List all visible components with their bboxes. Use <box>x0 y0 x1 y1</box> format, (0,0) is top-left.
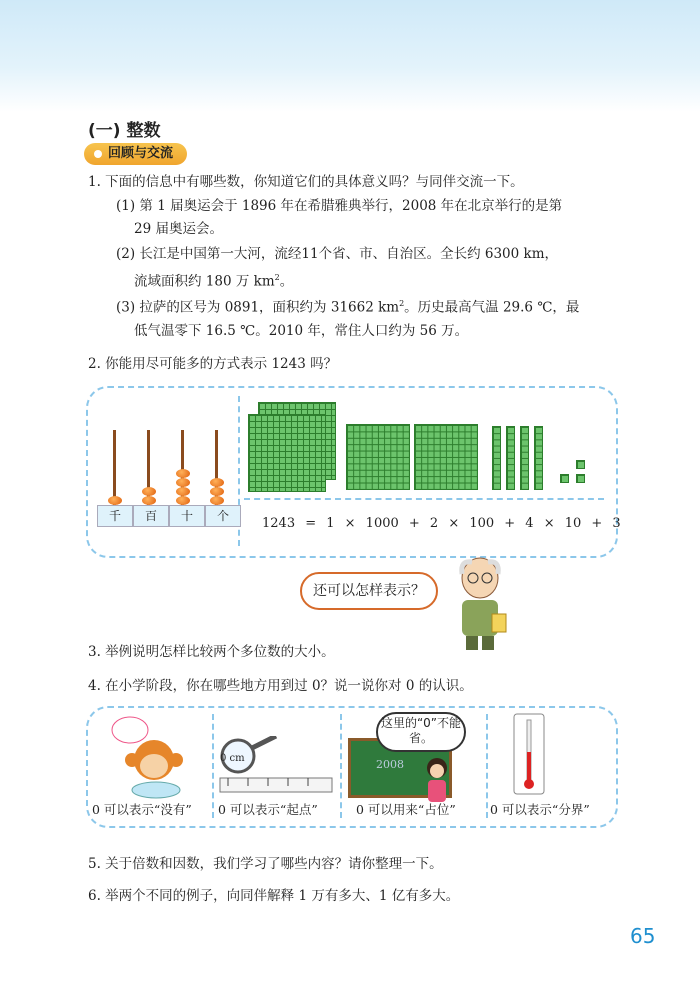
bead <box>108 496 122 505</box>
place-value-labels <box>97 505 241 527</box>
header-band <box>0 0 700 112</box>
label-tens: 十 <box>169 505 205 527</box>
q1-item-2-end: 。 <box>279 273 294 290</box>
unit-cube <box>576 460 585 469</box>
bullet-dot-icon <box>94 150 102 158</box>
question-4: 4. 在小学阶段，你在哪些地方用到过 0？说一说你对 0 的认识。 <box>88 678 473 694</box>
equation: 1243 = 1 × 1000 + 2 × 100 + 4 × 10 + 3 <box>262 516 621 531</box>
ruler-magnifier-illustration <box>214 736 336 798</box>
q1-item-3 <box>116 292 616 343</box>
cube-front <box>248 414 326 492</box>
q1-item-3-text: (3) 拉萨的区号为 0891，面积约为 31662 km <box>116 299 400 316</box>
label-thousands: 千 <box>97 505 133 527</box>
box-divider-horizontal <box>244 498 604 500</box>
label-ones: 个 <box>205 505 241 527</box>
section-badge <box>84 143 187 165</box>
monkey-illustration <box>104 710 204 800</box>
q1-item-2-line2 <box>116 266 616 294</box>
box-divider <box>340 714 342 818</box>
teacher-illustration <box>440 556 520 652</box>
ten-rod <box>492 426 501 490</box>
question-2: 2. 你能用尽可能多的方式表示 1243 吗？ <box>88 356 338 372</box>
q1-item-3-line2: 低气温零下 16.5 ℃。2010 年，常住人口约为 56 万。 <box>134 322 469 339</box>
caption-none: 0 可以表示“没有” <box>92 802 192 817</box>
hundred-flat <box>414 424 478 490</box>
unit-cube <box>560 474 569 483</box>
question-3: 3. 举例说明怎样比较两个多位数的大小。 <box>88 644 335 660</box>
ten-rod <box>520 426 529 490</box>
question-6: 6. 举两个不同的例子，向同伴解释 1 万有多大、1 亿有多大。 <box>88 888 460 904</box>
box-divider <box>486 714 488 818</box>
q1-item-2-line1: (2) 长江是中国第一大河，流经11个省、市、自治区。全长约 6300 km， <box>116 246 559 262</box>
section-title: (一) 整数 <box>88 121 161 141</box>
bead <box>210 478 224 487</box>
question-1: 1. 下面的信息中有哪些数，你知道它们的具体意义吗？与同伴交流一下。 <box>88 174 524 190</box>
bead <box>176 478 190 487</box>
bead <box>210 496 224 505</box>
ten-rod <box>534 426 543 490</box>
superscript: 2 <box>399 299 405 308</box>
scale-label: 0 cm <box>220 753 245 764</box>
bead <box>176 487 190 496</box>
bead <box>176 469 190 478</box>
unit-cube <box>576 474 585 483</box>
badge-label: 回顾与交流 <box>108 146 174 161</box>
speech-bubble-zero: 这里的“0”不能省。 <box>376 712 466 752</box>
thermometer-icon <box>512 712 546 796</box>
bead <box>142 496 156 505</box>
label-hundreds: 百 <box>133 505 169 527</box>
bead <box>142 487 156 496</box>
speech-bubble: 还可以怎样表示？ <box>300 572 438 610</box>
superscript: 2 <box>274 273 280 282</box>
question-5: 5. 关于倍数和因数，我们学习了哪些内容？请你整理一下。 <box>88 856 443 872</box>
caption-boundary: 0 可以表示“分界” <box>490 802 590 817</box>
girl-illustration <box>420 756 454 806</box>
q1-item-3-end: 。历史最高气温 29.6 ℃，最 <box>404 299 580 316</box>
board-year: 2008 <box>376 758 404 771</box>
page-number: 65 <box>630 924 656 948</box>
q1-item-3-line1 <box>116 292 616 320</box>
q1-item-1 <box>116 195 616 241</box>
bead <box>210 487 224 496</box>
hundred-flat <box>346 424 410 490</box>
q1-item-1-line1: (1) 第 1 届奥运会于 1896 年在希腊雅典举行，2008 年在北京举行的是第 <box>116 198 563 214</box>
rod-thousands <box>113 430 116 505</box>
ten-rod <box>506 426 515 490</box>
caption-placeholder: 0 可以用来“占位” <box>356 802 456 817</box>
q1-item-2-text: 流域面积约 180 万 km <box>134 273 275 290</box>
bead <box>176 496 190 505</box>
caption-start-point: 0 可以表示“起点” <box>218 802 318 817</box>
q1-item-2 <box>116 243 616 294</box>
q1-item-1-line2: 29 届奥运会。 <box>134 221 223 237</box>
